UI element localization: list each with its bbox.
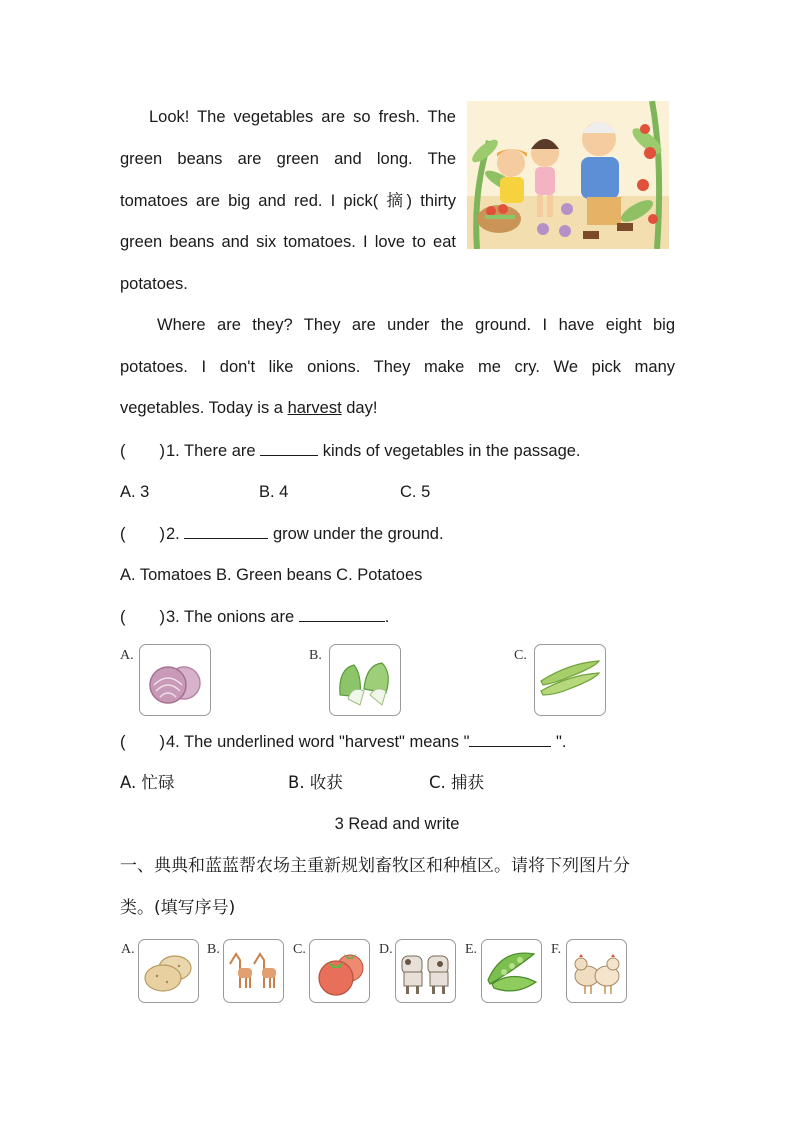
tomato-icon[interactable] xyxy=(309,939,370,1003)
question-4 xyxy=(120,731,566,752)
q4-option-a: A. 忙碌 xyxy=(120,773,175,792)
question-4-before: 4. The underlined word "harvest" means " xyxy=(166,733,470,751)
answer-paren[interactable]: ( ) xyxy=(120,608,165,626)
passage-line-8-after: day! xyxy=(341,399,378,417)
picture-d-label: D. xyxy=(379,942,393,957)
horse-icon[interactable] xyxy=(223,939,284,1003)
q1-option-c: C. 5 xyxy=(400,483,431,501)
q3-option-c-label: C. xyxy=(514,648,527,663)
instruction-line-2: 类。(填写序号) xyxy=(120,898,236,918)
passage-line-3: tomatoes are big and red. I pick( 摘) thirty xyxy=(120,192,456,210)
passage-line-1: Look! The vegetables are so fresh. The xyxy=(149,108,456,126)
passage-line-7: potatoes. I don't like onions. They make me cry. We pick many xyxy=(120,358,675,376)
question-3-before: 3. The onions are xyxy=(166,608,299,626)
q4-option-b: B. 收获 xyxy=(288,773,343,792)
farm-harvest-illustration xyxy=(467,101,669,249)
q1-option-b: B. 4 xyxy=(259,483,289,501)
picture-b-label: B. xyxy=(207,942,220,957)
picture-a-label: A. xyxy=(121,942,135,957)
q1-option-a: A. 3 xyxy=(120,483,150,501)
question-2-before: 2. xyxy=(166,525,185,543)
answer-blank[interactable] xyxy=(469,731,551,747)
answer-blank[interactable] xyxy=(260,440,318,456)
chicken-icon[interactable] xyxy=(566,939,627,1003)
passage-line-6: Where are they? They are under the ground. I have eight big xyxy=(157,316,675,334)
answer-blank[interactable] xyxy=(299,606,385,622)
answer-blank[interactable] xyxy=(184,523,268,539)
answer-paren[interactable]: ( ) xyxy=(120,733,165,751)
question-3 xyxy=(120,606,389,627)
q3-option-a-label: A. xyxy=(120,648,134,663)
green-bean-icon[interactable] xyxy=(534,644,606,716)
potato-icon[interactable] xyxy=(138,939,199,1003)
instruction-line-1: 一、典典和蓝蓝帮农场主重新规划畜牧区和种植区。请将下列图片分 xyxy=(120,856,630,876)
question-2 xyxy=(120,523,444,544)
question-1-after: kinds of vegetables in the passage. xyxy=(318,442,581,460)
question-1-before: 1. There are xyxy=(166,442,261,460)
passage-line-4: green beans and six tomatoes. I love to eat xyxy=(120,233,456,251)
onion-icon[interactable] xyxy=(139,644,211,716)
picture-f-label: F. xyxy=(551,942,562,957)
question-3-after: . xyxy=(384,608,390,626)
picture-e-label: E. xyxy=(465,942,478,957)
passage-line-8 xyxy=(120,398,377,418)
question-4-after: ". xyxy=(551,733,567,751)
passage-line-5: potatoes. xyxy=(120,275,188,293)
answer-paren[interactable]: ( ) xyxy=(120,525,165,543)
q2-options: A. Tomatoes B. Green beans C. Potatoes xyxy=(120,566,423,584)
section-title: 3 Read and write xyxy=(334,815,460,833)
cow-icon[interactable] xyxy=(395,939,456,1003)
picture-c-label: C. xyxy=(293,942,306,957)
cabbage-icon[interactable] xyxy=(329,644,401,716)
pea-pod-icon[interactable] xyxy=(481,939,542,1003)
answer-paren[interactable]: ( ) xyxy=(120,442,165,460)
underlined-word-harvest: harvest xyxy=(287,399,342,417)
q3-option-b-label: B. xyxy=(309,648,322,663)
question-1 xyxy=(120,440,581,461)
question-2-after: grow under the ground. xyxy=(268,525,444,543)
passage-line-2: green beans are green and long. The xyxy=(120,150,456,168)
passage-line-8-before: vegetables. Today is a xyxy=(120,399,288,417)
q4-option-c: C. 捕获 xyxy=(429,773,485,792)
